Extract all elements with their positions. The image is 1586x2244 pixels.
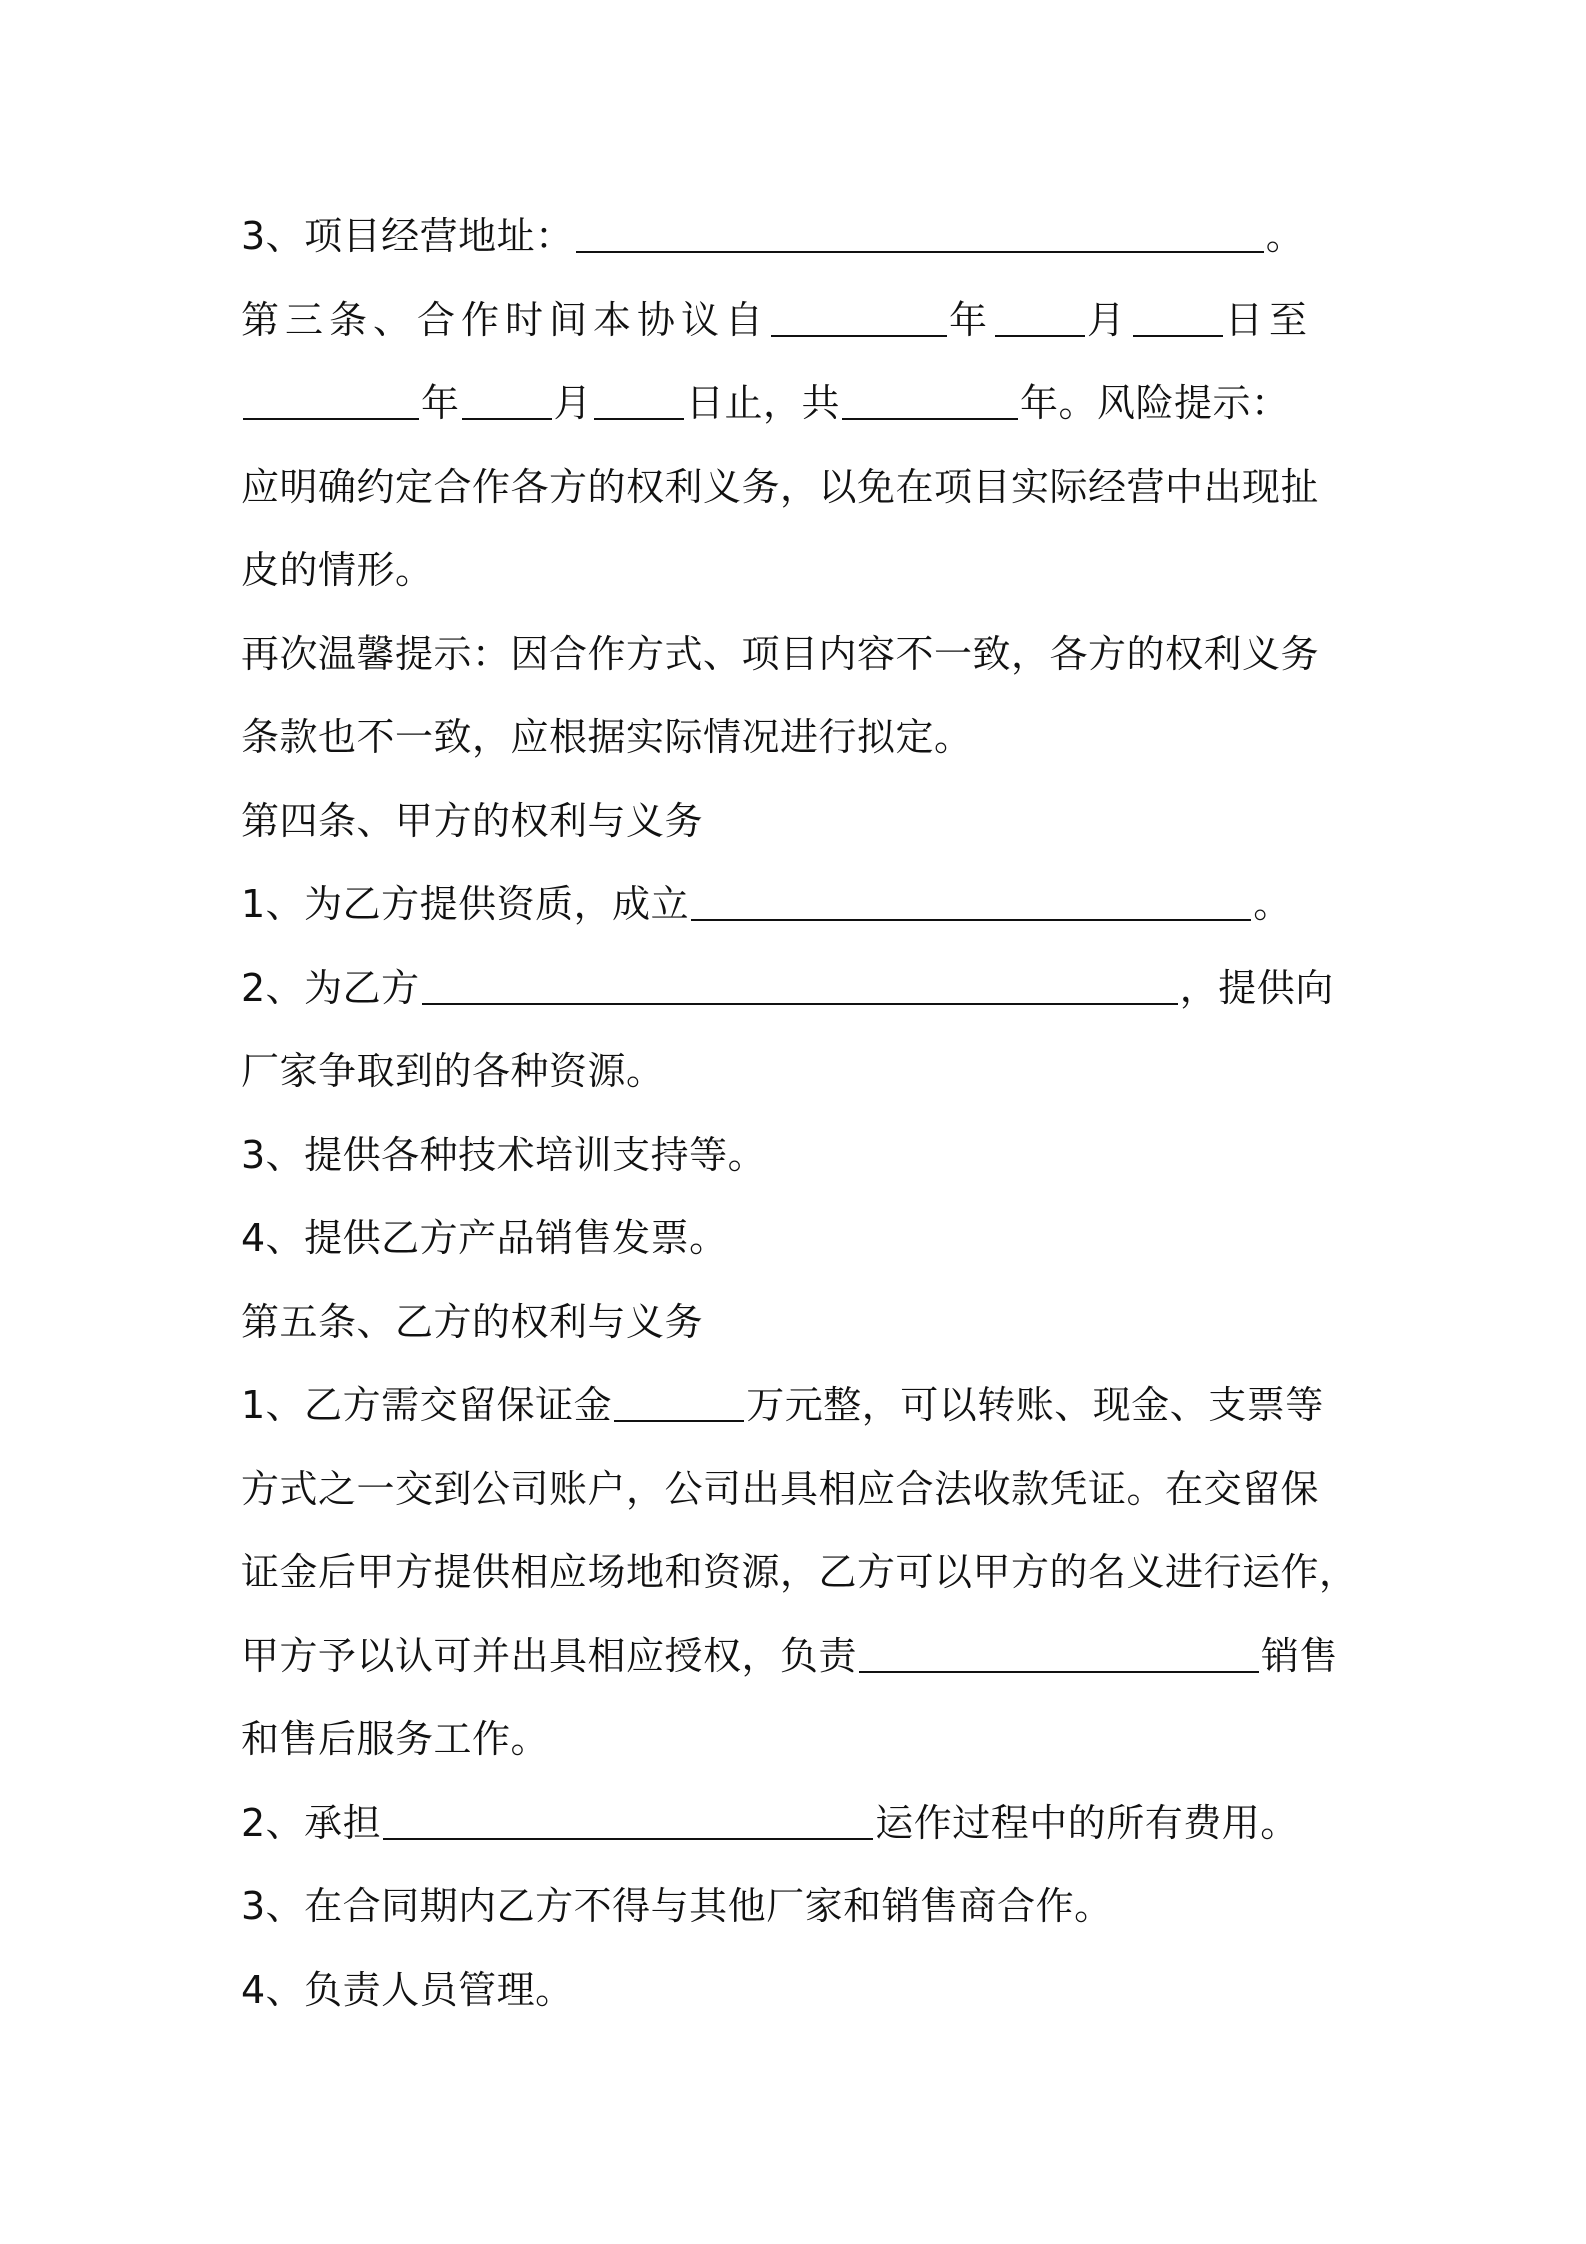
document-line <box>241 446 1371 530</box>
line-text: 方式之一交到公司账户，公司出具相应合法收款凭证。在交留保 <box>241 1466 1320 1511</box>
line-text: 3、提供各种技术培训支持等。 <box>241 1132 767 1177</box>
fill-in-blank <box>243 386 419 420</box>
fill-in-blank <box>576 219 1264 253</box>
line-text: 和售后服务工作。 <box>241 1717 550 1761</box>
line-text: 第三条、合作时间本协议自 <box>241 297 770 342</box>
line-text: 销售 <box>1261 1633 1339 1678</box>
document-line <box>241 279 1371 363</box>
line-text: 4、负责人员管理。 <box>241 1967 574 2012</box>
fill-in-blank <box>859 1639 1259 1673</box>
document-line <box>241 1114 1371 1198</box>
line-text: 日至 <box>1225 297 1314 342</box>
document-line <box>241 1197 1371 1281</box>
line-text: 再次温馨提示：因合作方式、项目内容不一致，各方的权利义务 <box>241 631 1320 676</box>
line-text: 第四条、甲方的权利与义务 <box>241 798 704 843</box>
document-line <box>241 529 1371 613</box>
line-text: 日止，共 <box>686 381 841 425</box>
document-line <box>241 1615 1371 1699</box>
document-line <box>241 362 1371 446</box>
fill-in-blank <box>691 887 1251 921</box>
line-text: 年 <box>421 381 460 425</box>
line-text: 1、为乙方提供资质，成立 <box>241 882 690 926</box>
fill-in-blank <box>462 386 552 420</box>
line-text: 3、在合同期内乙方不得与其他厂家和销售商合作。 <box>241 1884 1113 1928</box>
document-line <box>241 1782 1371 1866</box>
document-line <box>241 1698 1371 1782</box>
line-text: 第五条、乙方的权利与义务 <box>241 1299 704 1344</box>
line-text: 月 <box>553 381 593 425</box>
line-text: 2、为乙方 <box>241 965 420 1010</box>
fill-in-blank <box>422 971 1178 1005</box>
line-text: 1、乙方需交留保证金 <box>241 1383 613 1427</box>
document-body <box>241 195 1371 2032</box>
document-line <box>241 1949 1371 2033</box>
line-text: 。 <box>1265 214 1305 258</box>
document-line <box>241 863 1371 947</box>
line-text: 应明确约定合作各方的权利义务，以免在项目实际经营中出现扯 <box>241 464 1320 509</box>
line-text: 年 <box>949 297 994 342</box>
document-line <box>241 780 1371 864</box>
document-line <box>241 1865 1371 1949</box>
document-line <box>241 696 1371 780</box>
line-text: 条款也不一致，应根据实际情况进行拟定。 <box>241 715 973 759</box>
line-text: 4、提供乙方产品销售发票。 <box>241 1216 728 1260</box>
fill-in-blank <box>383 1806 873 1840</box>
line-text: 2、承担 <box>241 1800 382 1845</box>
document-line <box>241 613 1371 697</box>
fill-in-blank <box>614 1388 744 1422</box>
fill-in-blank <box>771 303 947 337</box>
fill-in-blank <box>1133 303 1223 337</box>
line-text: 。 <box>1253 882 1292 926</box>
document-line <box>241 1364 1371 1448</box>
document-line <box>241 1448 1371 1532</box>
line-text: 皮的情形。 <box>241 548 434 592</box>
line-text: 3、项目经营地址： <box>241 214 574 258</box>
fill-in-blank <box>842 386 1018 420</box>
line-text: 运作过程中的所有费用。 <box>875 1800 1299 1845</box>
line-text: ，提供向 <box>1179 965 1334 1010</box>
line-text: 万元整，可以转账、现金、支票等 <box>746 1383 1324 1427</box>
document-line <box>241 1030 1371 1114</box>
line-text: 甲方予以认可并出具相应授权，负责 <box>241 1633 858 1678</box>
fill-in-blank <box>995 303 1085 337</box>
line-text: 月 <box>1087 297 1132 342</box>
document-line <box>241 1531 1371 1615</box>
document-line <box>241 1281 1371 1365</box>
line-text: 证金后甲方提供相应场地和资源，乙方可以甲方的名义进行运作， <box>241 1550 1358 1594</box>
document-line <box>241 947 1371 1031</box>
line-text: 厂家争取到的各种资源。 <box>241 1049 665 1093</box>
document-line <box>241 195 1371 279</box>
line-text: 年。风险提示： <box>1020 381 1290 425</box>
fill-in-blank <box>594 386 684 420</box>
